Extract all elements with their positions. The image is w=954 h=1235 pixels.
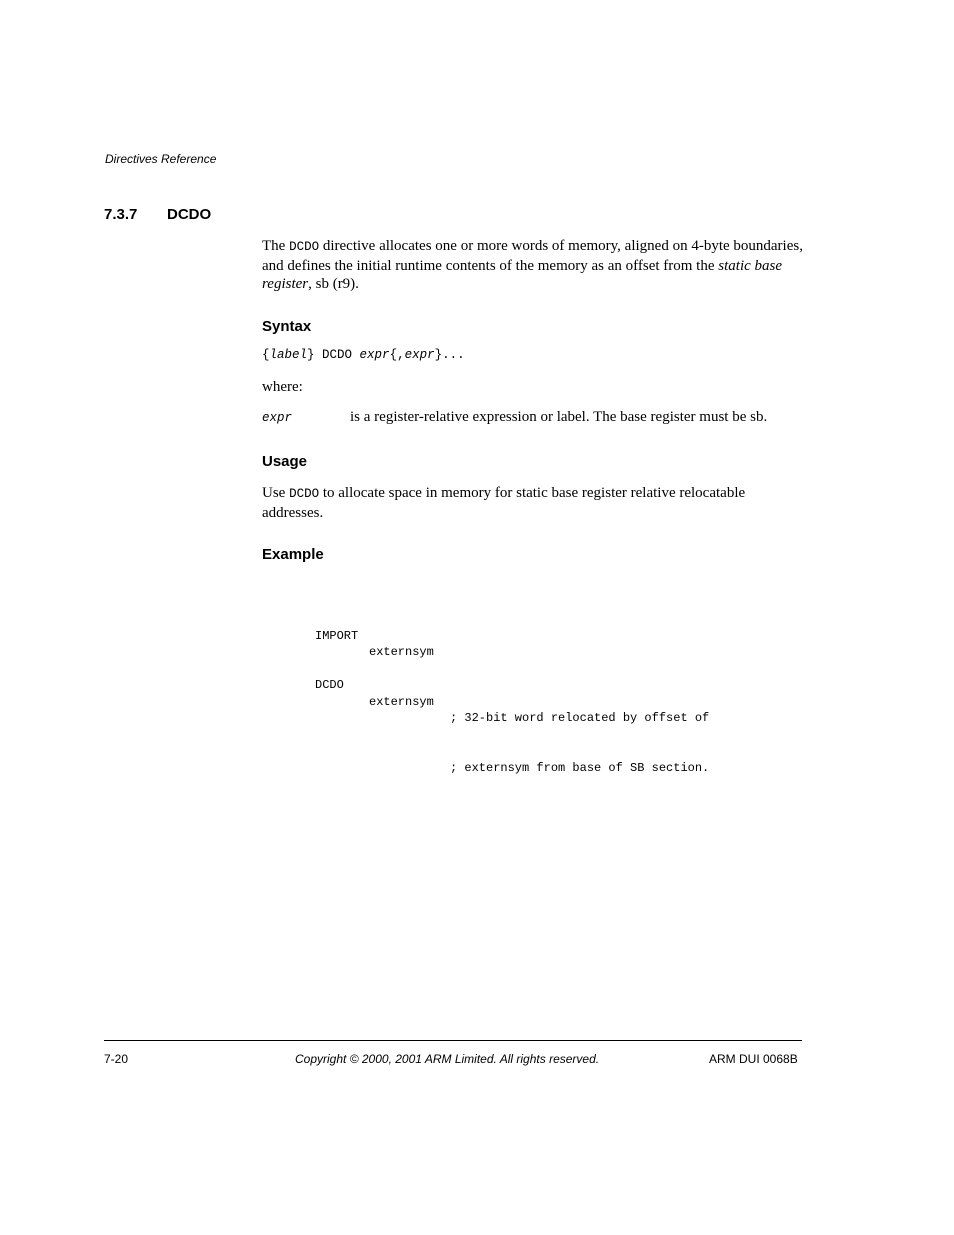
copyright-notice: Copyright © 2000, 2001 ARM Limited. All rights reserved. [295,1052,600,1066]
running-header: Directives Reference [105,152,217,166]
intro-text-2: directive allocates one or more words of memory, aligned on 4-byte boundaries, and defines the initial runtime contents of the memory as an offset from the [262,238,803,274]
syntax-heading: Syntax [262,318,312,335]
code-arg: externsym [369,645,434,659]
example-heading: Example [262,546,324,563]
syntax-label: label [269,348,308,362]
parameter-term: expr [262,411,293,425]
syntax-expr-2: expr [404,348,435,362]
usage-paragraph [262,484,807,522]
footer-divider [104,1040,802,1041]
syntax-expr-1: expr [359,348,390,362]
code-line [315,611,434,659]
code-example [315,578,710,775]
section-number: 7.3.7 [104,206,138,223]
code-line [315,661,710,725]
syntax-line [262,348,465,362]
document-id: ARM DUI 0068B [709,1052,798,1066]
section-heading [104,206,211,223]
intro-paragraph [262,237,807,294]
code-op: DCDO [315,678,344,692]
usage-text-2: to allocate space in memory for static base register relative relocatable addresses. [262,485,746,521]
intro-emphasis: static base register [262,257,783,292]
where-text: where: [262,379,303,395]
code-comment: ; 32-bit word relocated by offset of [450,711,710,725]
syntax-open-brace: { [262,348,270,362]
code-comment: ; externsym from base of SB section. [450,760,710,775]
page-number: 7-20 [104,1052,129,1066]
syntax-open-brace-2: {, [389,348,405,362]
section-title: DCDO [167,206,212,223]
usage-heading: Usage [262,453,308,470]
code-arg: externsym [369,694,434,709]
syntax-directive: } DCDO [307,348,360,362]
parameter-description: is a register-relative expression or label. The base register must be sb. [350,409,768,425]
intro-text-1: The [262,238,290,254]
intro-code: DCDO [289,240,320,254]
code-op: IMPORT [315,628,359,643]
usage-code: DCDO [289,487,320,501]
intro-text-3: , sb (r9). [308,276,359,292]
usage-text-1: Use [262,485,290,501]
syntax-close-brace: }... [434,348,465,362]
